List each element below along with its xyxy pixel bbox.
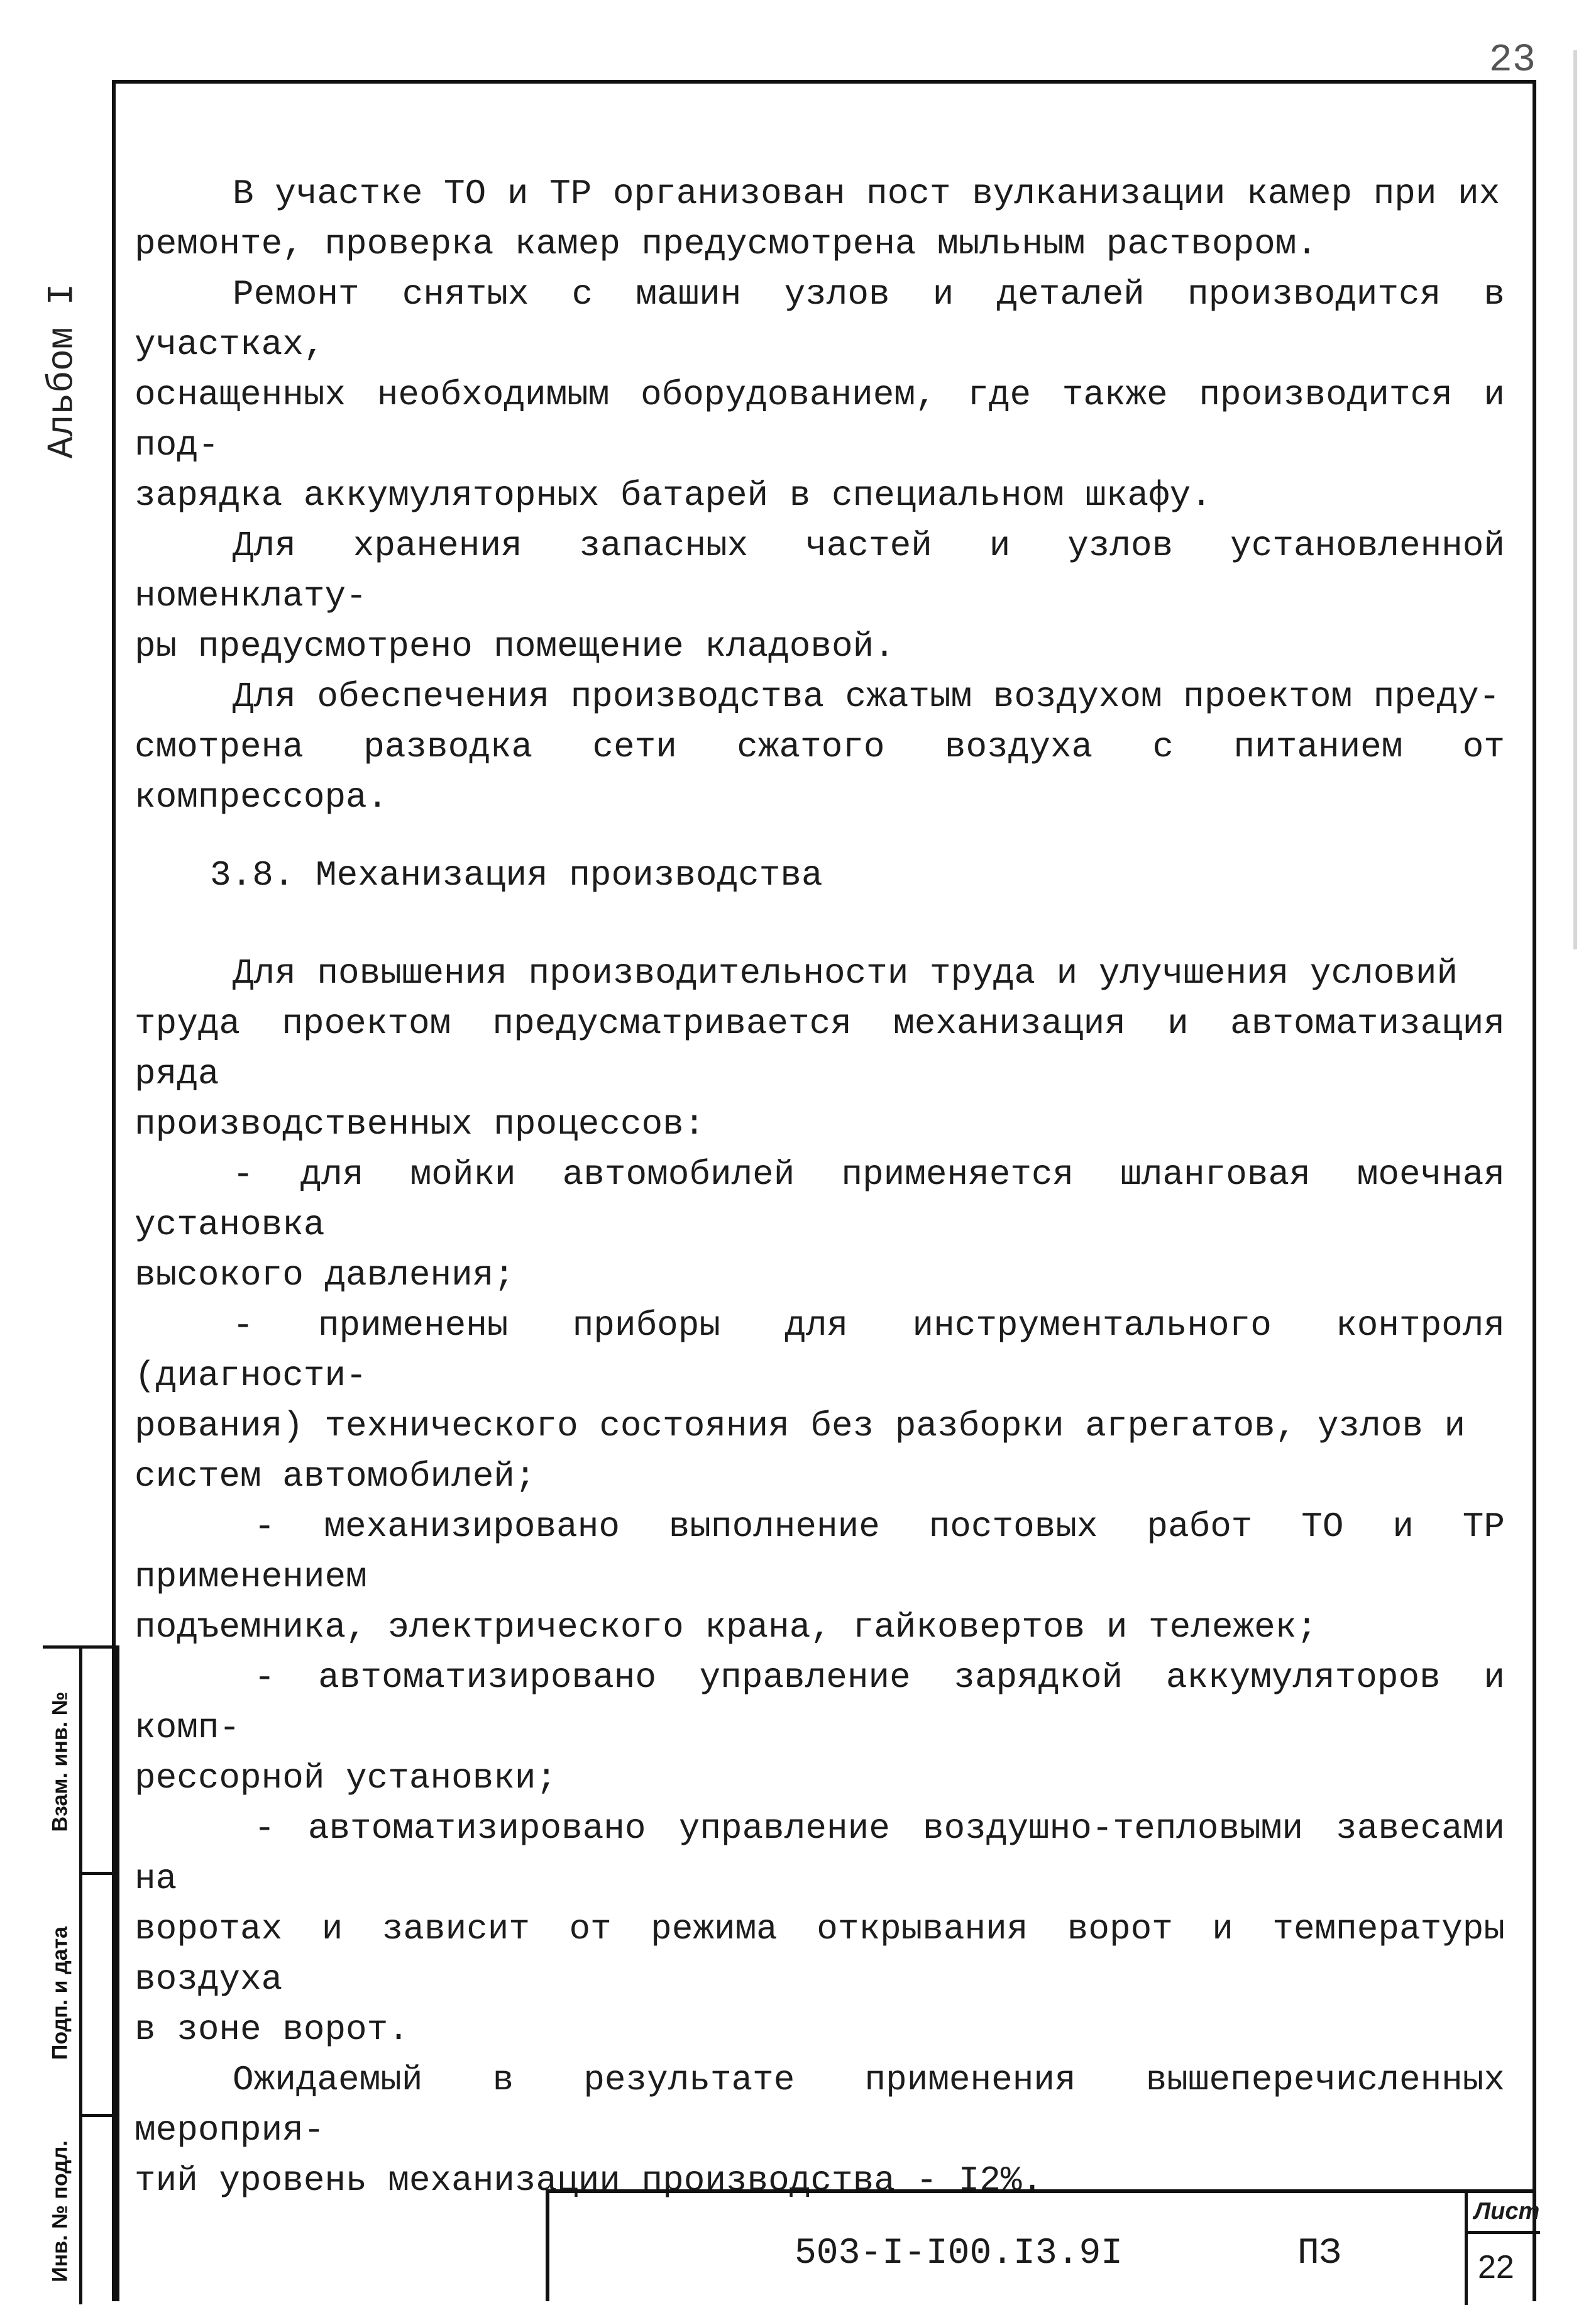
sheet-box-divider bbox=[1468, 2231, 1540, 2234]
document-body bbox=[135, 169, 1505, 2206]
conclusion-paragraph: Ожидаемый в результате применения вышеперечисленных мероприя- тий уровень механизации производства - I2%. bbox=[135, 2060, 1505, 2201]
stamp-column bbox=[43, 1645, 119, 2301]
list-item-diagnostics: - применены приборы для инструментального контроля (диагности- рования) технического состояния без разборки агрегатов, узлов и систем автомобилей; bbox=[135, 1305, 1505, 1496]
stamp-column-inner-line bbox=[79, 1649, 82, 2304]
sheet-number: 22 bbox=[1478, 2249, 1514, 2286]
section-title: 3.8. Механизация производства bbox=[210, 855, 823, 895]
sheet-label: Лист bbox=[1474, 2198, 1540, 2225]
stamp-divider-upper bbox=[80, 1872, 119, 1875]
list-item-air-curtains: - автоматизировано управление воздушно-тепловыми завесами на воротах и зависит от режима открывания ворот и температуры воздуха в зоне ворот. bbox=[135, 1808, 1505, 2050]
document-code: 503-I-I00.I3.9I bbox=[795, 2233, 1123, 2274]
edge-scan-mark bbox=[1573, 50, 1577, 949]
paragraph-compressed-air: Для обеспечения производства сжатым воздухом проектом преду- смотрена разводка сети сжатого воздуха с питанием от компрессора. bbox=[135, 677, 1505, 817]
stamp-label-vzam-inv: Взам. инв. № bbox=[48, 1691, 72, 1832]
list-item-mechanization: - механизировано выполнение постовых работ ТО и ТР применением подъемника, электрического крана, гайковертов и тележек; bbox=[135, 1506, 1505, 1647]
list-item-washing: - для мойки автомобилей применяется шланговая моечная установка высокого давления; bbox=[135, 1154, 1505, 1295]
paragraph-storage: Для хранения запасных частей и узлов установленной номенклату- ры предусмотрено помещение кладовой. bbox=[135, 526, 1505, 666]
document-kind: ПЗ bbox=[1297, 2233, 1341, 2274]
paragraph-vulcanization: В участке ТО и ТР организован пост вулканизации камер при их ремонте, проверка камер предусмотрена мыльным раствором. bbox=[135, 174, 1500, 264]
list-item-charging: - автоматизировано управление зарядкой аккумуляторов и комп- рессорной установки; bbox=[135, 1657, 1505, 1798]
page-number: 23 bbox=[1489, 38, 1536, 82]
stamp-label-inv-podl: Инв. № подл. bbox=[48, 2140, 72, 2282]
stamp-divider-lower bbox=[80, 2114, 119, 2117]
paragraph-repair: Ремонт снятых с машин узлов и деталей производится в участках, оснащенных необходимым оборудованием, где также производится и под- зарядка аккумуляторных батарей в специальном шкафу. bbox=[135, 274, 1505, 516]
stamp-label-podp-data: Подп. и дата bbox=[48, 1926, 72, 2060]
section-intro: Для повышения производительности труда и улучшения условий труда проектом предусматривается механизация и автоматизация ряда производственных процессов: bbox=[135, 953, 1505, 1144]
album-label: Альбом I bbox=[42, 283, 84, 459]
sheet-box bbox=[1465, 2193, 1540, 2305]
title-block bbox=[546, 2189, 1540, 2301]
